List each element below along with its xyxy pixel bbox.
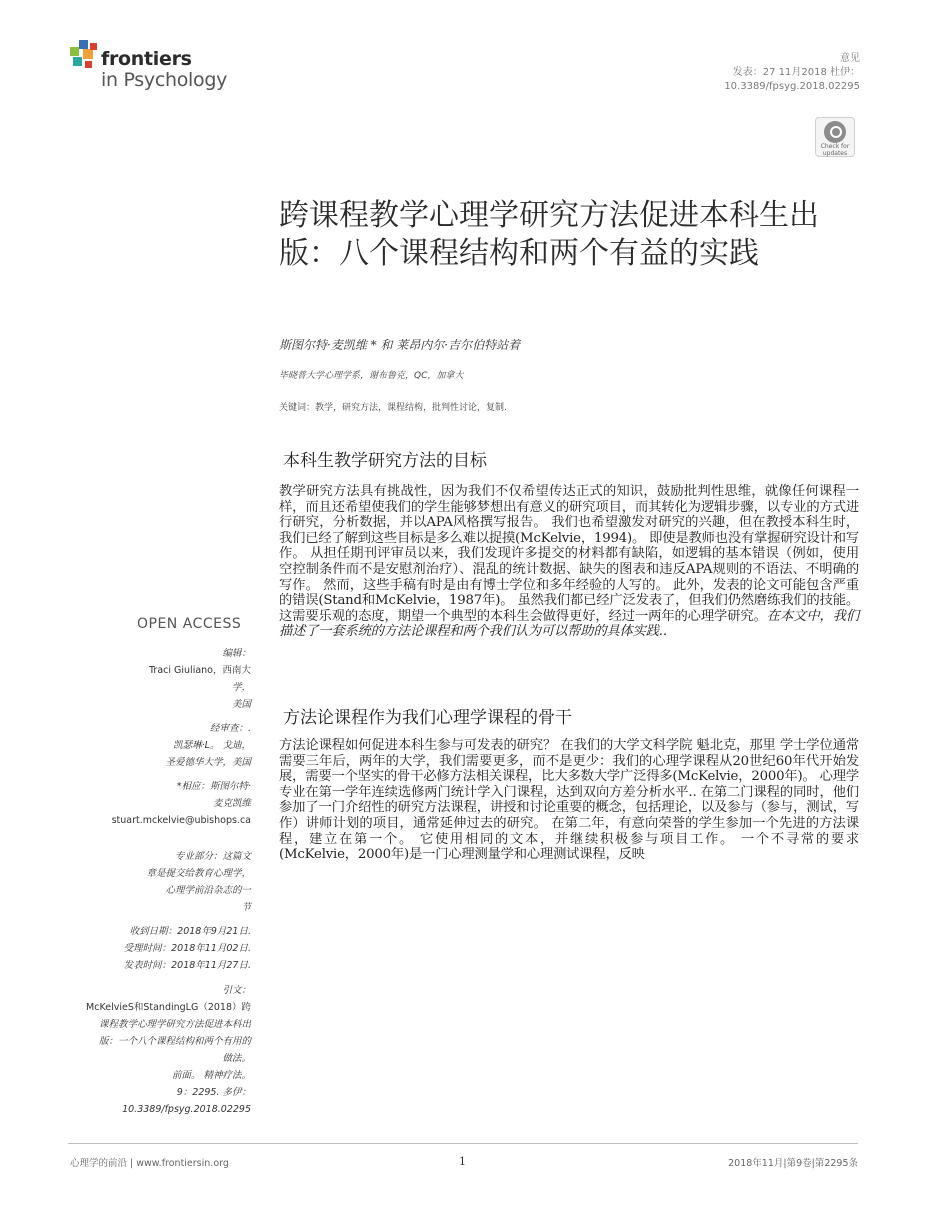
published-date: 发表时间：2018年11月27日.	[123, 960, 251, 971]
crossmark-icon	[824, 121, 846, 143]
sidebar-reviewer	[165, 720, 251, 771]
citation-line-1: McKelvieS和StandingLG（2018）跨	[86, 1002, 251, 1013]
reviewer-affil: 圣爱德华大学，美国	[165, 757, 251, 768]
paragraph-italic: 在本文中，我们描述了一套系统的方法论课程和两个我们认为可以帮助的具体实践..	[279, 608, 859, 640]
crossmark-label-1: Check for	[820, 143, 850, 150]
edited-by-label: 编辑：	[222, 648, 251, 659]
section-body-goals	[279, 484, 859, 640]
citation-label: 引文：	[222, 985, 251, 996]
reviewer-name: 凯瑟琳·L。 戈迪，	[173, 740, 251, 751]
section-heading-goals: 本科生教学研究方法的目标	[283, 451, 487, 471]
citation-line-5: 前面。 精神疗法。	[171, 1070, 251, 1081]
affiliation: 毕晓普大学心理学系，谢布鲁克，QC，加拿大	[279, 371, 464, 381]
page-number: 1	[459, 1155, 466, 1168]
citation-line-6: 9：2295. 多伊：	[176, 1087, 251, 1098]
footer-divider	[68, 1143, 858, 1144]
keywords: 关键词：教学，研究方法，课程结构，批判性讨论，复制.	[279, 403, 507, 413]
sidebar-citation	[86, 982, 251, 1118]
authors: 斯图尔特·麦凯维 * 和 莱昂内尔·吉尔伯特站着	[279, 338, 521, 352]
article-type: 意见	[840, 53, 860, 64]
sidebar-correspondence	[112, 778, 251, 829]
section-heading-curriculum: 方法论课程作为我们心理学课程的骨干	[283, 708, 572, 728]
correspondence-label: *相应：斯图尔特·	[176, 781, 251, 792]
footer-journal[interactable]: 心理学的前沿 | www.frontiersin.org	[70, 1158, 229, 1169]
article-title: 跨课程教学心理学研究方法促进本科生出版：八个课程结构和两个有益的实践	[279, 198, 819, 271]
section-body-curriculum: 方法论课程如何促进本科生参与可发表的研究？ 在我们的大学文科学院 魁北克，那里 学士学位通常需要三年后，两年的大学，我们需要更多，而不是更少：我们的心理学课程从20世纪60年代开始发展，需要一个坚实的骨干必修方法相关课程，比大多数大学广泛得多(McKelvie，2000年)。 心理学专业在第一学年连续选修两门统计学入门课程，达到双向方差分析水平.. 在第二门课程的同时，他们参加了一门介绍性的研究方法课程，讲授和讨论重要的概念，包括理论，以及参与（参与，测试，写作）讲师计划的项目，通常延伸过去的研究。 在第二年，有意向荣誉的学生参加一个先进的方法课程，建立在第一个。 它使用相同的文本，并继续积极参与项目工作。 一个不寻常的要求(McKelvie，2000年)是一门心理测量学和心理测试课程，反映	[279, 738, 859, 863]
specialty-line-2: 章是提交给教育心理学，	[146, 868, 251, 879]
citation-line-4: 做法。	[222, 1053, 251, 1064]
specialty-line-1: 专业部分：这篇文	[174, 851, 251, 862]
open-access-label: OPEN ACCESS	[137, 616, 242, 632]
editor-name: Traci Giuliano，西南大	[149, 665, 251, 676]
journal-logo	[70, 40, 270, 100]
citation-line-2: 课程教学心理学研究方法促进本科出	[98, 1019, 251, 1030]
paragraph-text: 教学研究方法具有挑战性，因为我们不仅希望传达正式的知识，鼓励批判性思维，就像任何课程一样，而且还希望使我们的学生能够梦想出有意义的研究项目，而其转化为逻辑步骤，以专业的方式进行研究，分析数据，并以APA风格撰写报告。 我们也希望激发对研究的兴趣，但在教授本科生时，我们已经了解到这些目标是多么难以捉摸(McKelvie，1994)。 即使是教师也没有掌握研究设计和写作。 从担任期刊评审员以来，我们发现许多提交的材料都有缺陷，如逻辑的基本错误（例如，使用空控制条件而不是安慰剂治疗）、混乱的统计数据、缺失的图表和违反APA规则的不语法、不明确的写作。 然而，这些手稿有时是由有博士学位和多年经验的人写的。 此外，发表的论文可能包含严重的错误(Stand和McKelvie，1987年)。 虽然我们都已经广泛发表了，但我们仍然磨练我们的技能。 这需要乐观的态度，期望一个典型的本科生会做得更好，经过一两年的心理学研究。	[279, 484, 859, 624]
sidebar-specialty	[146, 848, 251, 916]
sidebar-editor	[149, 645, 251, 713]
editor-cont2: 美国	[231, 699, 251, 710]
citation-line-3: 版：一个八个课程结构和两个有用的	[98, 1036, 251, 1047]
email-link[interactable]: stuart.mckelvie@ubishops.ca	[111, 815, 251, 826]
frontiers-logo-icon	[70, 40, 100, 74]
citation-doi[interactable]: 10.3389/fpsyg.2018.02295	[122, 1104, 251, 1115]
editor-cont1: 学，	[231, 682, 251, 693]
accepted-date: 受理时间：2018年11月02日.	[123, 943, 251, 954]
journal-subtitle: in Psychology	[101, 69, 228, 91]
reviewed-label: 经审查：.	[209, 723, 251, 734]
published-line: 发表：27 11月2018 杜伊：	[732, 67, 860, 78]
crossmark-label-2: updates	[822, 150, 848, 157]
journal-brand: frontiers	[101, 48, 192, 70]
specialty-line-3: 心理学前沿杂志的一	[165, 885, 251, 896]
article-meta	[724, 52, 860, 94]
doi-link[interactable]: 10.3389/fpsyg.2018.02295	[724, 81, 860, 92]
sidebar-dates	[124, 923, 251, 974]
footer-issue: 2018年11月|第9卷|第2295条	[728, 1158, 858, 1169]
specialty-line-4: 节	[241, 902, 251, 913]
received-date: 收到日期：2018年9月21日.	[129, 926, 251, 937]
correspondence-name: 麦克凯维	[212, 798, 251, 809]
check-for-updates-button[interactable]	[815, 117, 855, 157]
